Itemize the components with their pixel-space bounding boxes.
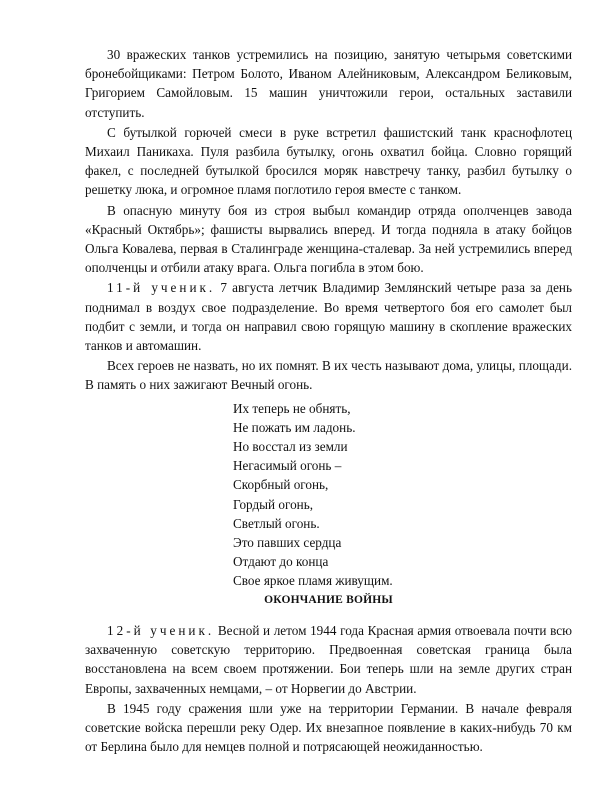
poem-line: Светлый огонь. [233, 515, 320, 531]
paragraph-panikakha: С бутылкой горючей смеси в руке встретил фашистский танк краснофлотец Михаил Паникаха. Пуля разбила бутылку, огонь охватил бойца. Словно горящий факел, с последней бутылкой бросился моряк навстречу танку, разбил бутылку о решетку люка, и огромное пламя поглотило героя вместе с танком. [85, 124, 572, 198]
paragraph-student-11 [85, 278, 572, 355]
student-11-label: 11-й ученик. [107, 280, 216, 296]
poem-line: Гордый огонь, [233, 496, 314, 512]
poem-line: Отдают до конца [233, 554, 329, 570]
student-11-text: 7 августа летчик Владимир Землянский четыре раза за день поднимал в воздух свое подразделение. Во время четвертого боя его самолет был подбит с земли, и тогда он направил свою горящую машину в скопление вражеских танков и автомашин. [85, 280, 572, 354]
document-body [85, 45, 572, 757]
poem-line: Негасимый огонь – [233, 458, 342, 474]
poem-line: Свое яркое пламя живущим. [233, 573, 393, 589]
poem-line: Это павших сердца [233, 535, 342, 551]
poem-line: Но восстал из земли [233, 439, 348, 455]
student-12-text: Весной и летом 1944 года Красная армия отвоевала почти всю захваченную советскую территорию. Предвоенная советская граница была восстановлена на всем своем протяжении. Бои теперь шли на земле других стран Европы, захваченных немцами, – от Норвегии до Австрии. [85, 622, 572, 696]
paragraph-kovaleva: В опасную минуту боя из строя выбыл командир отряда ополченцев завода «Красный Октябрь»; фашисты вырвались вперед. И тогда подняла в атаку бойцов Ольга Ковалева, первая в Сталинграде женщина-сталевар. За ней устремились вперед ополченцы и отбили атаку врага. Ольга погибла в этом бою. [85, 202, 572, 276]
poem-line: Не пожать им ладонь. [233, 419, 356, 435]
paragraph-tank-defense: 30 вражеских танков устремились на позицию, занятую четырьмя советскими бронебойщиками: Петром Болото, Иваном Алейниковым, Александром Беликовым, Григорием Самойловым. 15 машин уничтожили герои, остальных заставили отступить. [85, 47, 572, 120]
student-12-label: 12-й ученик. [107, 622, 215, 638]
poem-line: Их теперь не обнять, [233, 400, 351, 416]
paragraph-heroes: Всех героев не назвать, но их помнят. В их честь называют дома, улицы, площади. В память о них зажигают Вечный огонь. [85, 358, 572, 393]
paragraph-final: В 1945 году сражения шли уже на территории Германии. В начале февраля советские войска перешли реку Одер. Их внезапное появление в каких-нибудь 70 км от Берлина было для немцев полной и потрясающей неожиданностью. [85, 700, 572, 755]
section-heading: ОКОНЧАНИЕ ВОЙНЫ [264, 593, 393, 606]
paragraph-student-12 [85, 621, 572, 698]
poem-line: Скорбный огонь, [233, 477, 329, 493]
poem [233, 399, 572, 591]
